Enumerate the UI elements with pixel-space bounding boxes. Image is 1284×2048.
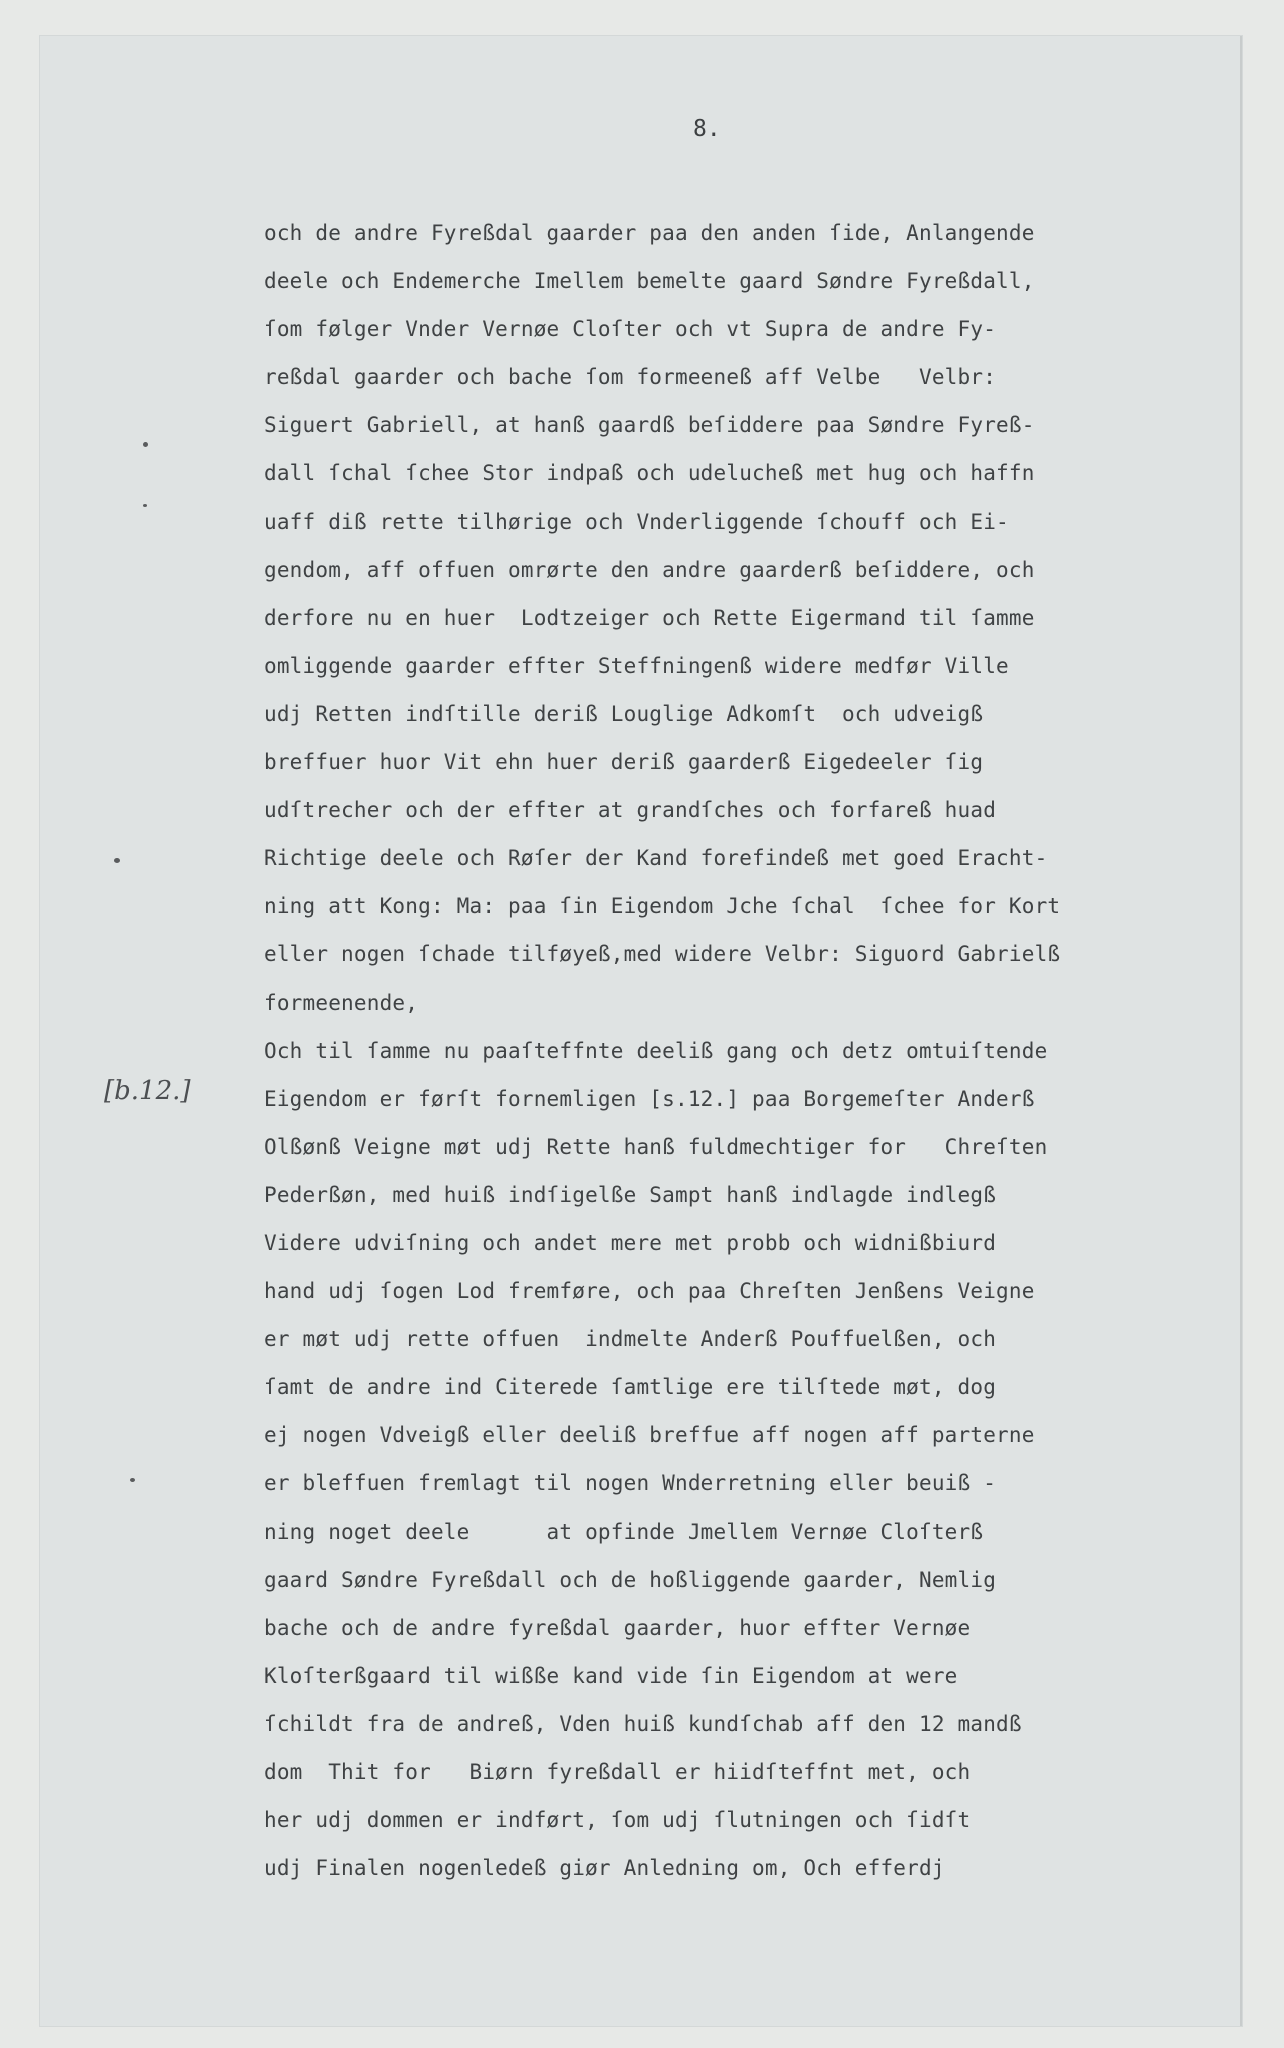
text-line: gendom, aff offuen omrørte den andre gaarderß beſiddere, och [264, 557, 1035, 582]
text-line: Och til ſamme nu paaſteffnte deeliß gang och detz omtuiſtende [264, 1038, 1048, 1063]
text-line: Olßønß Veigne møt udj Rette hanß fuldmechtiger for Chreſten [264, 1134, 1048, 1159]
text-line: Richtige deele och Røſer der Kand forefindeß met goed Eracht- [264, 846, 1048, 871]
text-line: Videre udviſning och andet mere met probb och widnißbiurd [264, 1230, 997, 1255]
text-line: ning noget deele at opfinde Jmellem Vernøe Cloſterß [264, 1519, 984, 1544]
text-line: ning att Kong: Ma: paa ſin Eigendom Jche ſchal ſchee for Kort [264, 894, 1061, 919]
text-line: er møt udj rette offuen indmelte Anderß Pouffuelßen, och [264, 1327, 997, 1352]
paper-speck [143, 504, 147, 507]
document-page [40, 36, 1242, 2026]
text-line: formeenende, [264, 990, 419, 1015]
text-line: dom Thit for Biørn fyreßdall er hiidſteffnt met, och [264, 1760, 971, 1784]
text-line: ſchildt fra de andreß, Vden huiß kundſchab aff den 12 mandß [264, 1711, 1022, 1736]
margin-note: [b.12.] [104, 1076, 191, 1106]
paper-speck [114, 858, 120, 863]
text-line: ej nogen Vdveigß eller deeliß breffue aff nogen aff parterne [264, 1423, 1035, 1448]
text-line: Pederßøn, med huiß indſigelße Sampt hanß indlagde indlegß [264, 1182, 997, 1207]
text-line: her udj dommen er indført, ſom udj ſlutningen och ſidſt [264, 1808, 971, 1833]
text-line: bache och de andre fyreßdal gaarder, huor effter Vernøe [264, 1615, 971, 1640]
text-line: gaard Søndre Fyreßdall och de hoßliggende gaarder, Nemlig [264, 1567, 997, 1592]
text-line: deele och Endemerche Imellem bemelte gaard Søndre Fyreßdall, [264, 269, 1035, 294]
text-line: ſom følger Vnder Vernøe Cloſter och vt Supra de andre Fy- [264, 317, 997, 342]
text-line: Kloſterßgaard til wißße kand vide ſin Eigendom at were [264, 1663, 958, 1688]
text-line: uaff diß rette tilhørige och Vnderliggende ſchouff och Ei- [264, 509, 1009, 534]
page-number: 8. [693, 116, 721, 142]
text-line: Siguert Gabriell, at hanß gaardß beſiddere paa Søndre Fyreß- [264, 413, 1035, 438]
text-line: udj Finalen nogenledeß giør Anledning om, Och efferdj [264, 1856, 945, 1881]
text-line: ſamt de andre ind Citerede ſamtlige ere tilſtede møt, dog [264, 1375, 997, 1400]
text-line: dall ſchal ſchee Stor indpaß och udelucheß met hug och haffn [264, 461, 1035, 486]
text-line: Eigendom er førſt fornemligen [s.12.] paa Borgemeſter Anderß [264, 1086, 1035, 1111]
text-line: eller nogen ſchade tilføyeß,med widere Velbr: Siguord Gabrielß [264, 942, 1061, 967]
document-body [264, 209, 1174, 1892]
text-line: derfore nu en huer Lodtzeiger och Rette Eigermand til ſamme [264, 605, 1035, 630]
text-line: udj Retten indſtille deriß Louglige Adkomſt och udveigß [264, 701, 984, 726]
paper-speck [143, 442, 148, 447]
text-line: reßdal gaarder och bache ſom formeeneß aff Velbe Velbr: [264, 365, 997, 390]
text-line: omliggende gaarder effter Steffningenß widere medfør Ville [264, 653, 1009, 678]
text-line: udſtrecher och der effter at grandſches och forfareß huad [264, 798, 997, 823]
text-line: breffuer huor Vit ehn huer deriß gaarderß Eigedeeler ſig [264, 750, 984, 775]
paper-speck [130, 1478, 135, 1482]
text-line: er bleffuen fremlagt til nogen Wnderretning eller beuiß - [264, 1471, 997, 1496]
text-line: och de andre Fyreßdal gaarder paa den anden ſide, Anlangende [264, 221, 1035, 245]
text-line: hand udj ſogen Lod fremføre, och paa Chreſten Jenßens Veigne [264, 1279, 1035, 1304]
